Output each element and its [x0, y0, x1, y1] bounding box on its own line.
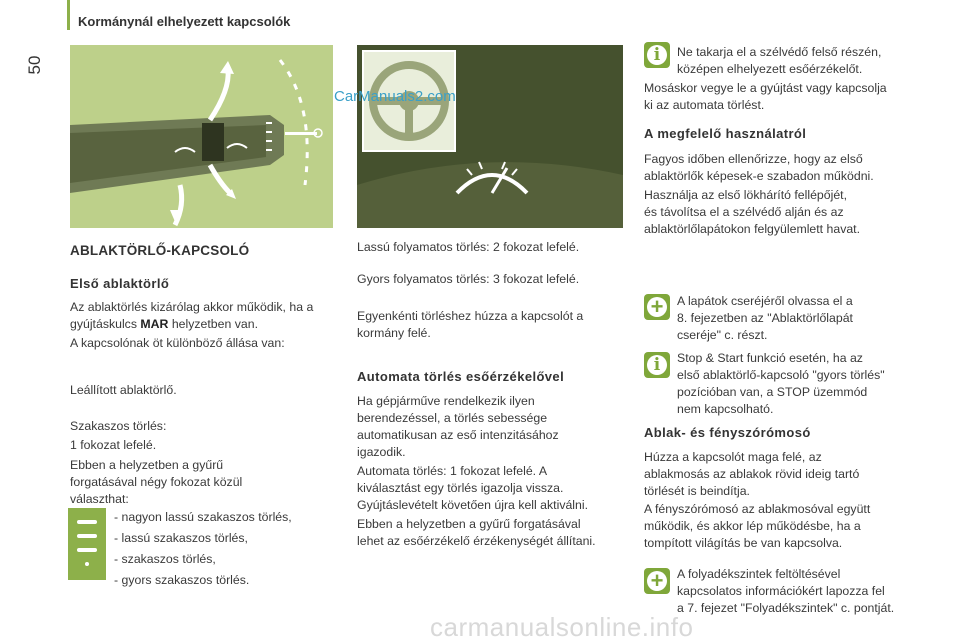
interval-step: 1 fokozat lefelé. — [70, 438, 157, 452]
subsection-title-usage: A megfelelő használatról — [644, 126, 807, 141]
interval-bullet-list — [114, 507, 292, 591]
info-icon — [644, 42, 670, 68]
usage-paragraph-2: Használja az első lökhárító fellépőjét, és távolítsa el a szélvédő alján és az ablaktörlőlapátokon felgyülemlett havat. — [644, 188, 861, 236]
page-number: 50 — [25, 55, 44, 75]
list-item: - gyors szakaszos törlés. — [114, 570, 292, 591]
subsection-title-auto-wipe: Automata törlés esőérzékelővel — [357, 369, 565, 384]
plus-icon — [644, 294, 670, 320]
list-item: - lassú szakaszos törlés, — [114, 528, 292, 549]
interval-paragraph: Ebben a helyzetben a gyűrű forgatásával négy fokozat közül választhat: — [70, 458, 243, 506]
auto-paragraph-3: Ebben a helyzetben a gyűrű forgatásával lehet az esőérzékelő érzékenységét állítani. — [357, 517, 596, 548]
header-accent-bar — [67, 0, 70, 30]
list-item: - nagyon lassú szakaszos törlés, — [114, 507, 292, 528]
plus-icon — [644, 568, 670, 594]
usage-paragraph-1: Fagyos időben ellenőrizze, hogy az első ablaktörlők képesek-e szabadon működni. — [644, 152, 874, 183]
list-item: - szakaszos törlés, — [114, 549, 292, 570]
auto-paragraph-2: Automata törlés: 1 fokozat lefelé. A kiválasztást egy törlés igazolja vissza. Gyújtáslevételt követően újra kell aktiválni. — [357, 464, 589, 512]
page-header: Kormánynál elhelyezett kapcsolók — [78, 14, 291, 29]
subsection-title-front-wiper: Első ablaktörlő — [70, 276, 170, 291]
info-icon — [644, 352, 670, 378]
info-note-sensor: Ne takarja el a szélvédő felső részén, középen elhelyezett esőérzékelőt. — [677, 45, 882, 76]
footer-watermark: carmanualsonline.info — [430, 612, 694, 640]
subsection-title-washer: Ablak- és fényszórómosó — [644, 425, 811, 440]
interval-title: Szakaszos törlés: — [70, 419, 167, 433]
auto-paragraph-1: Ha gépjárműve rendelkezik ilyen berendezéssel, a törlés sebessége automatikusan az eső intenzitásához igazodik. — [357, 394, 559, 459]
section-title: ABLAKTÖRLŐ-KAPCSOLÓ — [70, 243, 250, 258]
plus-note-fluids: A folyadékszintek feltöltésével kapcsolatos információkért lapozza fel a 7. fejezet "Folyadékszintek" c. pontját. — [677, 567, 895, 615]
washing-note: Mosáskor vegye le a gyújtást vagy kapcsolja ki az automata törlést. — [644, 81, 887, 112]
washer-paragraph-1: Húzza a kapcsolót maga felé, az ablakmosás az ablakok rövid ideig tartó törlését is beindítja. — [644, 450, 860, 498]
windscreen-illustration — [357, 45, 623, 228]
list-icon — [68, 508, 106, 580]
plus-note-blade: A lapátok cseréjéről olvassa el a 8. fejezetben az "Ablaktörlőlapát cseréje" c. részt. — [677, 294, 853, 342]
watermark-text: CarManuals2.com — [334, 88, 456, 105]
info-note-stop-start: Stop & Start funkció esetén, ha az első ablaktörlő-kapcsoló "gyors törlés" pozícióban van, a STOP üzemmód nem kapcsolható. — [677, 351, 885, 416]
positions-paragraph: A kapcsolónak öt különböző állása van: — [70, 336, 285, 350]
fast-continuous-text: Gyors folyamatos törlés: 3 fokozat lefelé. — [357, 272, 580, 286]
single-wipe-text: Egyenkénti törléshez húzza a kapcsolót a kormány felé. — [357, 309, 584, 340]
slow-continuous-text: Lassú folyamatos törlés: 2 fokozat lefelé. — [357, 240, 580, 254]
washer-paragraph-2: A fényszórómosó az ablakmosóval együtt működik, és akkor lép működésbe, ha a tompított világítás be van kapcsolva. — [644, 502, 871, 550]
stop-position-text: Leállított ablaktörlő. — [70, 383, 177, 397]
wiper-stalk-illustration — [70, 45, 333, 228]
intro-paragraph: Az ablaktörlés kizárólag akkor működik, ha a gyújtáskulcs MAR helyzetben van. — [70, 300, 314, 331]
